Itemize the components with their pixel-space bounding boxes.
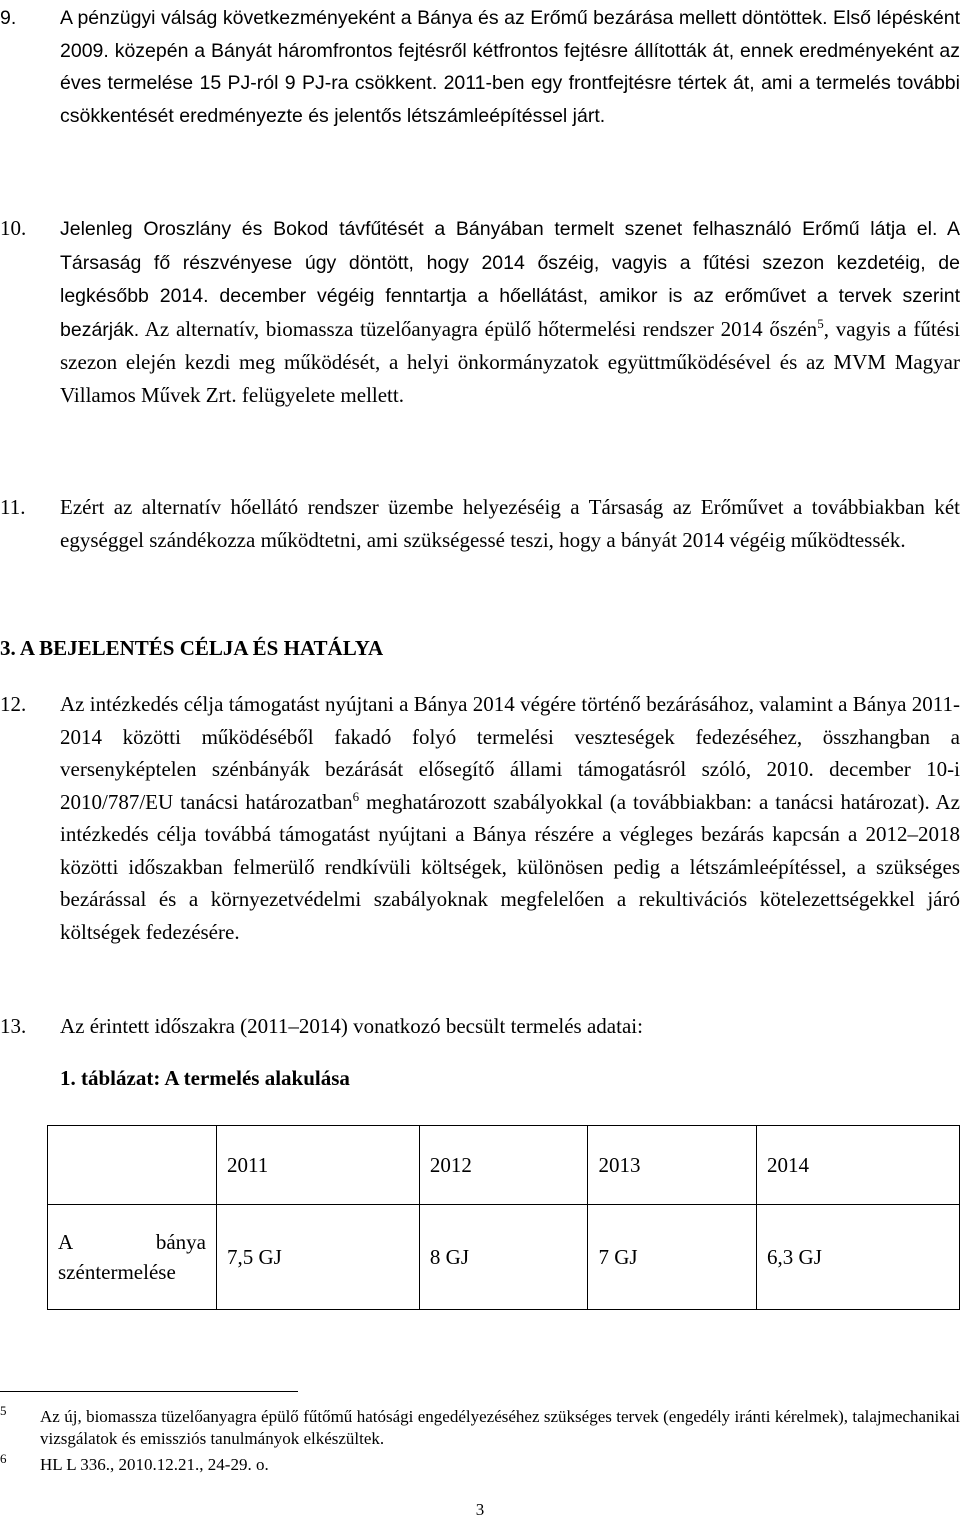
footnote-separator (0, 1391, 298, 1392)
paragraph-9 (0, 2, 960, 132)
table-header-cell: 2013 (588, 1126, 757, 1205)
paragraph-text-part: , vagyis a fűtési szezon elején kezdi meg működését, a helyi önkormányzatok együttműködésével és az MVM Magyar Villamos Művek Zrt. felügyelete mellett. (60, 316, 960, 407)
footnote-number: 6 (0, 1451, 7, 1466)
table-header-cell: 2014 (757, 1126, 960, 1205)
table-cell: 8 GJ (419, 1205, 588, 1310)
table-row (48, 1205, 960, 1310)
paragraph-number: 11. (0, 495, 26, 519)
footnote-6 (0, 1451, 960, 1476)
paragraph-number: 10. (0, 216, 27, 240)
table-cell: 6,3 GJ (757, 1205, 960, 1310)
footnote-ref[interactable]: 5 (817, 315, 824, 331)
page-number: 3 (475, 1500, 485, 1519)
footnote-ref[interactable]: 6 (352, 788, 360, 804)
production-table (47, 1125, 960, 1310)
paragraph-12 (0, 688, 960, 948)
table-header-cell: 2012 (419, 1126, 588, 1205)
footnote-number: 5 (0, 1403, 7, 1418)
table-corner-cell (48, 1126, 217, 1205)
paragraph-text-part: Jelenleg Oroszlány és Bokod távfűtését a Bányában termelt szenet felhasználó Erőmű látja el. A Társaság fő részvényese úgy döntött, hogy 2014 őszéig, vagyis a fűtési szezon kezdetéig, de legkésőbb 2014. december végéig fenntartja a hőellátást, amikor is az erőművet a tervek szerint bezárják. (60, 218, 960, 341)
table-header-row (48, 1126, 960, 1205)
paragraph-number: 9. (0, 7, 17, 29)
paragraph-13 (0, 1010, 960, 1043)
table-cell: 7 GJ (588, 1205, 757, 1310)
paragraph-11 (0, 491, 960, 556)
paragraph-number: 13. (0, 1014, 27, 1038)
row-label-line: A bánya (58, 1230, 206, 1254)
paragraph-text (0, 688, 960, 948)
paragraph-text (0, 212, 960, 411)
paragraph-text-part: Az alternatív, biomassza tüzelőanyagra épülő hőtermelési rendszer 2014 őszén (139, 316, 818, 341)
table-row-label (48, 1205, 217, 1310)
footnote-text: HL L 336., 2010.12.21., 24-29. o. (40, 1455, 269, 1474)
paragraph-text: Az érintett időszakra (2011–2014) vonatkozó becsült termelés adatai: (60, 1014, 643, 1038)
paragraph-text-part: Az intézkedés célja támogatást nyújtani a Bánya 2014 végére történő bezárásához, valamint a Bánya 2011-2014 közötti működéséből fakadó folyó termelési veszteségek fedezéséhez, összhangban a versenyképtelen szénbányák bezárását elősegítő állami támogatásról szóló, 2010. december 10-i 2010/787/EU tanácsi határozatban (60, 692, 960, 814)
row-label-line: széntermelése (58, 1260, 176, 1284)
paragraph-10 (0, 212, 960, 411)
section-heading: 3. A BEJELENTÉS CÉLJA ÉS HATÁLYA (0, 636, 384, 660)
table-header-cell: 2011 (217, 1126, 420, 1205)
paragraph-text: A pénzügyi válság következményeként a Bánya és az Erőmű bezárása mellett döntöttek. Első lépésként 2009. közepén a Bányát háromfrontos fejtésről kétfrontos fejtésre állították át, ennek eredményeként az éves termelése 15 PJ-ról 9 PJ-ra csökkent. 2011-ben egy frontfejtésre tértek át, ami a termelés további csökkentését eredményezte és jelentős létszámleépítéssel járt. (60, 7, 960, 127)
paragraph-text: Ezért az alternatív hőellátó rendszer üzembe helyezéséig a Társaság az Erőművet a továbbiakban két egységgel szándékozza működtetni, ami szükségessé teszi, hogy a bányát 2014 végéig működtessék. (60, 495, 960, 552)
footnote-5 (0, 1403, 960, 1450)
paragraph-number: 12. (0, 692, 27, 716)
table-cell: 7,5 GJ (217, 1205, 420, 1310)
footnote-text: Az új, biomassza tüzelőanyagra épülő fűtőmű hatósági engedélyezéséhez szükséges tervek (engedély iránti kérelmek), talajmechanikai vizsgálatok és emissziós tanulmányok elkészültek. (40, 1407, 960, 1448)
paragraph-text-part: meghatározott szabályokkal (a továbbiakban: a tanácsi határozat). Az intézkedés célja továbbá támogatást nyújtani a Bánya részére a végleges bezárás kapcsán a 2012–2018 közötti időszakban felmerülő rendkívüli költségek, különösen pedig a létszámleépítéssel, a szükséges bezárással és a környezetvédelmi szabályoknak megfelelően a rekultivációs kötelezettségekkel járó költségek fedezésére. (60, 789, 960, 944)
table-caption: 1. táblázat: A termelés alakulása (60, 1066, 350, 1090)
